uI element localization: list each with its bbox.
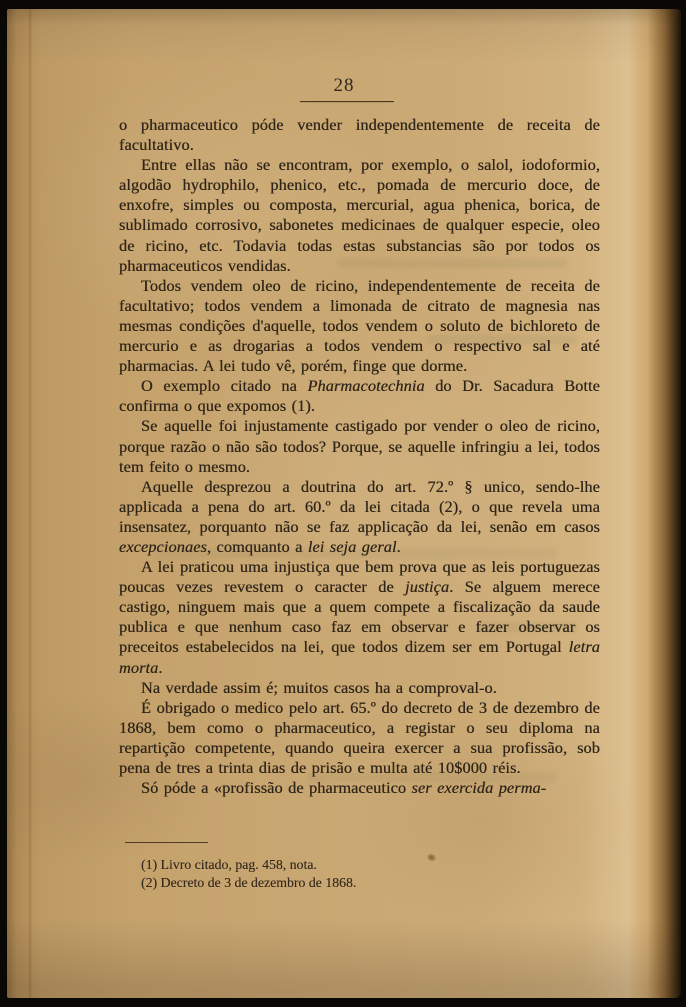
paragraph [119,477,600,557]
italic-text-segment: Pharmacotechnia [307,376,425,396]
footnote-separator [125,842,208,843]
footnote: (1) Livro citado, pag. 458, nota. [141,857,317,872]
paragraph [119,698,600,778]
italic-text-segment: lei seja geral [307,536,397,556]
paragraph [119,778,600,798]
footnotes [141,856,611,891]
text-segment: Se aquelle foi injustamente castigado por vender o oleo de ricino, porque razão o não são todos? Porque, se aquelle infringiu a lei, todos tem feito o mesmo. [119,416,600,476]
paragraph [119,376,600,416]
italic-text-segment: excepcionaes [119,536,207,556]
text-segment: , comquanto a [206,536,308,556]
text-segment: . [396,536,401,556]
footnote: (2) Decreto de 3 de dezembro de 1868. [141,874,357,890]
text-segment: Entre ellas não se encontram, por exemplo, o salol, iodoformio, algodão hydrophilo, phenico, etc., pomada de mercurio doce, de enxofre, simples ou composta, mercurial, agua phenica, borica, de sublimado corrosivo, sabonetes medicinaes de qualquer especie, oleo de ricino, etc. Todavia todas estas substancias são por todos os pharmaceuticos vendidas. [119,155,600,275]
italic-text-segment: letra morta [119,637,600,677]
page-crease [28,9,32,998]
paragraph [119,557,600,678]
book-page-paper [7,9,681,998]
text-segment: Só póde a «profissão de pharmaceutico [141,778,412,798]
paragraph [119,678,600,698]
italic-text-segment: justiça [405,577,450,597]
text-segment: Todos vendem oleo de ricino, independentemente de receita de facultativo; todos vendem a limonada de citrato de magnesia nas mesmas condições d'aquelle, todos vendem o soluto de bichloreto de mercurio e as drogarias a todos vendem o respectivo sal e até pharmacias. A lei tudo vê, porém, finge que dorme. [119,275,600,376]
text-segment: Na verdade assim é; muitos casos ha a comproval-o. [141,677,497,697]
paragraph [119,416,600,476]
text-segment: Aquelle desprezou a doutrina do art. 72.º § unico, sendo-lhe applicada a pena do art. 60.º da lei citada (2), o que revela uma insensatez, porquanto não se faz applicação da lei, senão em casos [119,476,600,536]
text-block [119,115,600,798]
text-segment: . [158,657,163,677]
italic-text-segment: ser exercida perma- [411,778,547,798]
text-segment: O exemplo citado na [141,376,308,396]
text-segment: A lei praticou uma injustiça que bem prova que as leis portuguezas poucas vezes revestem o caracter de [119,557,600,597]
paragraph [119,276,600,376]
paragraph [119,155,600,276]
page-number-underline [300,101,394,102]
text-segment: o pharmaceutico póde vender independentemente de receita de facultativo. [119,115,600,155]
text-segment: É obrigado o medico pelo art. 65.º do decreto de 3 de dezembro de 1868, bem como o pharmaceutico, a registar o seu diploma na repartição competente, quando queira exercer a sua profissão, sob pena de tres a trinta dias de prisão e multa até 10$000 réis. [119,697,600,777]
text-segment: do Dr. Sacadura Botte confirma o que expomos (1). [119,376,600,416]
page-number: 28 [333,75,355,96]
text-segment: . Se alguem merece castigo, ninguem mais que a quem compete a fiscalização da saude publica e que nenhum caso faz em observar e fazer observar os preceitos estabelecidos na lei, que todos dizem ser em Portugal [119,577,600,657]
paragraph [119,115,600,155]
